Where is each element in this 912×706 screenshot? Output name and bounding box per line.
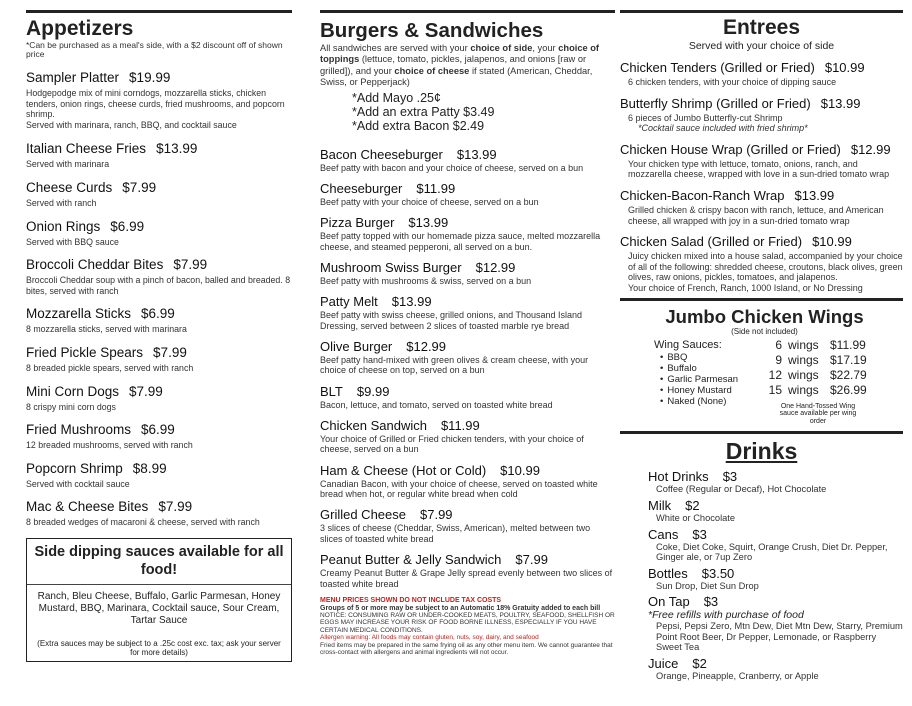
menu-item-price: $7.99 xyxy=(173,257,208,273)
drink-price: $2 xyxy=(685,497,700,513)
menu-item-name: Italian Cheese Fries xyxy=(26,141,147,157)
menu-item-price: $12.99 xyxy=(406,338,447,354)
menu-item-name: Cheese Curds xyxy=(26,179,113,195)
drink-name: Bottles xyxy=(648,565,688,581)
menu-item xyxy=(320,552,615,589)
menu-item-price: $7.99 xyxy=(420,507,453,523)
menu-item-name: Fried Pickle Spears xyxy=(26,344,144,360)
menu-item-desc: Beef patty with swiss cheese, grilled onions, and Thousand Island Dressing, served between 2 slices of toasted marble rye bread xyxy=(320,309,582,331)
bullet-icon: • xyxy=(660,385,664,397)
wings-section xyxy=(620,301,903,426)
allergen-warning: Allergen warning: All foods may contain gluten, nuts, soy, dairy, and seafood xyxy=(320,634,539,642)
wings-subtitle: (Side not included) xyxy=(731,326,798,336)
appetizer-list xyxy=(26,70,292,528)
wing-sauce-name: Honey Mustard xyxy=(667,385,732,397)
menu-item-desc: 8 crispy mini corn dogs xyxy=(26,401,116,412)
menu-item xyxy=(620,60,903,88)
drink-desc: Orange, Pineapple, Cranberry, or Apple xyxy=(656,671,819,682)
wing-sauce-name: BBQ xyxy=(667,351,688,363)
menu-item-price: $13.99 xyxy=(391,293,432,309)
drink-row xyxy=(648,527,903,542)
menu-item-row xyxy=(320,215,615,231)
intro-text: , your xyxy=(532,43,559,53)
menu-item-row xyxy=(320,552,615,568)
menu-item-price: $10.99 xyxy=(824,60,865,75)
menu-item-price: $11.99 xyxy=(440,417,480,433)
addon-item: *Add an extra Patty $3.49 xyxy=(352,104,495,119)
wing-count: 12 xyxy=(768,367,782,382)
menu-item-desc: 6 chicken tenders, with your choice of dipping sauce xyxy=(628,77,837,87)
menu-item-name: Chicken Tenders (Grilled or Fried) xyxy=(620,60,815,75)
intro-bold: choice of side xyxy=(470,43,533,53)
addon-item: *Add Mayo .25¢ xyxy=(352,90,441,105)
menu-item-name: Ham & Cheese (Hot or Cold) xyxy=(320,462,487,478)
menu-item-desc: 8 breaded pickle spears, served with ranch xyxy=(26,362,194,373)
wing-sauce-list xyxy=(654,352,766,408)
burger-list xyxy=(320,147,615,590)
wing-size-row xyxy=(766,353,867,368)
menu-item xyxy=(26,70,292,130)
menu-item-price: $10.99 xyxy=(812,234,852,250)
menu-item-desc: 8 breaded wedges of macaroni & cheese, served with ranch xyxy=(26,517,260,528)
menu-item-desc: 12 breaded mushrooms, served with ranch xyxy=(26,440,193,451)
gratuity-note: Groups of 5 or more may be subject to an Automatic 18% Gratuity added to each bill xyxy=(320,604,601,612)
menu-item xyxy=(26,461,292,490)
menu-item-price: $6.99 xyxy=(141,422,175,438)
wing-size-row xyxy=(766,338,867,353)
menu-item-name: Chicken Sandwich xyxy=(320,417,427,433)
dipping-sauces-box xyxy=(26,538,292,662)
bullet-icon: • xyxy=(660,396,664,408)
top-rule xyxy=(26,10,292,13)
menu-item xyxy=(320,215,615,252)
wing-unit: wings xyxy=(788,352,819,367)
drinks-section xyxy=(620,437,903,681)
menu-item xyxy=(26,422,292,451)
menu-item-desc: Hodgepodge mix of mini corndogs, mozzarella sticks, chicken tenders, onion rings, cheese curds, fried mushrooms, and popcorn shrimp. Served with marinara, ranch, BBQ, and cocktail sauce xyxy=(26,88,285,130)
menu-item-row xyxy=(320,260,615,276)
wing-sauce-item xyxy=(660,396,766,407)
wing-unit: wings xyxy=(788,367,819,382)
wing-sauce-name: Garlic Parmesan xyxy=(667,373,739,385)
drink-row xyxy=(648,594,903,609)
drink-name: Cans xyxy=(648,526,679,542)
drink-price: $3 xyxy=(703,594,719,610)
menu-item-name: Mozzarella Sticks xyxy=(26,306,132,322)
wing-sauces-label: Wing Sauces: xyxy=(654,338,722,351)
menu-item-price: $13.99 xyxy=(408,215,449,230)
burgers-title: Burgers & Sandwiches xyxy=(320,19,544,42)
menu-item-row xyxy=(620,96,903,112)
tax-note: MENU PRICES SHOWN DO NOT INCLUDE TAX COSTS xyxy=(320,597,502,605)
menu-item xyxy=(320,339,615,376)
menu-item-price: $13.99 xyxy=(794,187,835,203)
entrees-column xyxy=(620,0,903,685)
bullet-icon: • xyxy=(660,373,664,385)
menu-item-row xyxy=(26,384,292,400)
intro-text: All sandwiches are served with your xyxy=(320,43,471,53)
menu-item xyxy=(620,234,903,293)
wing-note: One Hand-Tossed Wing sauce available per wing order xyxy=(779,402,857,425)
drink-name: Milk xyxy=(648,497,672,513)
menu-item-name: Peanut Butter & Jelly Sandwich xyxy=(320,552,502,568)
menu-item-desc: Served with cocktail sauce xyxy=(26,478,130,489)
wing-sauce-item xyxy=(660,352,766,363)
menu-item xyxy=(26,499,292,528)
intro-text: (lettuce, tomato, pickles, jalapenos, and onions [raw or grilled]), and your xyxy=(320,54,587,76)
drink-row xyxy=(648,566,903,581)
entree-list xyxy=(620,60,903,294)
menu-item-price: $7.99 xyxy=(158,499,193,515)
menu-item-name: Cheeseburger xyxy=(320,180,403,196)
appetizers-note: *Can be purchased as a meal's side, with a $2 discount off of shown price xyxy=(26,40,283,59)
drink-list xyxy=(648,469,903,681)
wing-sauces xyxy=(654,338,766,426)
entrees-title: Entrees xyxy=(722,16,801,39)
drinks-title: Drinks xyxy=(725,438,798,465)
menu-item-row xyxy=(26,345,292,361)
drink-row xyxy=(648,498,903,513)
menu-item-row xyxy=(26,180,292,196)
menu-item-name: Onion Rings xyxy=(26,218,101,234)
burgers-column xyxy=(320,0,615,657)
entrees-subtitle: Served with your choice of side xyxy=(688,40,835,52)
menu-item-desc: Canadian Bacon, with your choice of cheese, served on toasted white bread when hot, or regular white bread when cold xyxy=(320,478,598,500)
menu-item-name: Sampler Platter xyxy=(26,70,120,85)
menu-item xyxy=(26,306,292,335)
menu-item-price: $7.99 xyxy=(122,179,157,195)
menu-item xyxy=(320,147,615,174)
menu-item-row xyxy=(320,181,615,197)
menu-item xyxy=(26,345,292,374)
wing-price: $11.99 xyxy=(830,337,866,352)
dipping-sauces-title: Side dipping sauces available for all food! xyxy=(34,543,284,578)
menu-item-name: Bacon Cheeseburger xyxy=(320,146,443,162)
drink-desc: Coffee (Regular or Decaf), Hot Chocolate xyxy=(656,484,827,495)
menu-item xyxy=(26,219,292,248)
drink-name: Hot Drinks xyxy=(648,469,709,485)
drink-item xyxy=(648,566,903,592)
menu-item-desc: Broccoli Cheddar soup with a pinch of bacon, balled and breaded. 8 bites, served with ranch xyxy=(26,275,291,296)
drink-item xyxy=(648,656,903,682)
wing-unit: wings xyxy=(788,382,819,397)
intro-text: if stated (American, Cheddar, Swiss, or Pepperjack) xyxy=(320,65,593,88)
wing-sauce-name: Buffalo xyxy=(667,362,697,374)
drink-row xyxy=(648,469,903,484)
intro-bold: choice of toppings xyxy=(320,43,600,65)
fried-note: Fried items may be prepared in the same frying oil as any other menu item. We cannot guarantee that cross-contact with allergens and animal ingredients will not occur. xyxy=(320,641,613,657)
menu-item xyxy=(320,507,615,544)
drink-item xyxy=(648,469,903,495)
menu-item xyxy=(320,181,615,208)
dipping-sauces-list: Ranch, Bleu Cheese, Buffalo, Garlic Parmesan, Honey Mustard, BBQ, Marinara, Cocktail sauce, Sour Cream, Tartar Sauce xyxy=(37,590,281,626)
menu-item-price: $6.99 xyxy=(141,306,175,322)
menu-item-row xyxy=(320,384,615,400)
wing-price: $26.99 xyxy=(830,382,867,397)
menu-item-row xyxy=(26,422,292,438)
wing-price: $17.19 xyxy=(830,352,867,367)
burgers-intro xyxy=(320,43,615,89)
appetizers-column xyxy=(26,0,292,662)
menu-item-name: Mini Corn Dogs xyxy=(26,383,120,399)
menu-item-row xyxy=(26,70,292,86)
menu-item-price: $11.99 xyxy=(416,180,456,196)
menu-item-row xyxy=(620,234,903,250)
bullet-icon: • xyxy=(660,351,664,363)
top-rule xyxy=(320,10,615,13)
menu-item-name: Olive Burger xyxy=(320,338,393,354)
wing-count: 6 xyxy=(775,337,782,352)
menu-item-desc: Bacon, lettuce, and tomato, served on toasted white bread xyxy=(320,399,553,410)
menu-item-price: $7.99 xyxy=(153,344,187,360)
drink-price: $2 xyxy=(692,656,707,672)
menu-item-desc: Beef patty with bacon and your choice of cheese, served on a bun xyxy=(320,162,584,173)
drink-name: Juice xyxy=(648,656,679,672)
menu-item-desc: Beef patty with your choice of cheese, served on a bun xyxy=(320,196,539,207)
wing-size-row xyxy=(766,368,867,383)
menu-item xyxy=(320,260,615,287)
menu-item xyxy=(26,141,292,170)
menu-item-name: Chicken Salad (Grilled or Fried) xyxy=(620,234,803,250)
menu-item-name: BLT xyxy=(320,383,343,399)
drink-price: $3 xyxy=(692,526,707,542)
menu-item-price: $13.99 xyxy=(156,141,198,157)
drink-item xyxy=(648,594,903,653)
wing-sauce-item xyxy=(660,385,766,396)
divider xyxy=(27,584,291,585)
bullet-icon: • xyxy=(660,362,664,374)
wing-count: 9 xyxy=(775,352,782,367)
drink-row xyxy=(648,656,903,671)
drink-desc: Sun Drop, Diet Sun Drop xyxy=(656,580,759,591)
menu-item-price: $7.99 xyxy=(129,383,163,399)
drink-name: On Tap xyxy=(648,594,690,610)
menu-item-price: $9.99 xyxy=(356,383,390,399)
top-rule xyxy=(620,10,903,13)
menu-item-row xyxy=(620,142,903,158)
drink-desc: White or Chocolate xyxy=(656,512,736,523)
menu-item-desc: Beef patty hand-mixed with green olives & cream cheese, with your choice of cheese on top, served on a bun xyxy=(320,354,589,376)
menu-item-desc: Juicy chicken mixed into a house salad, accompanied by your choice of all of the following: shredded cheese, croutons, black olives, green olives, raw onions, pickles, tomatoes, and jalapenos. Your choice of French, Ranch, 1000 Island, or No Dressing xyxy=(628,251,903,293)
menu-item-desc: Served with marinara xyxy=(26,159,110,170)
drink-desc: Coke, Diet Coke, Squirt, Orange Crush, Diet Dr. Pepper, Ginger ale, or 7up Zero xyxy=(656,541,888,563)
wing-size-row xyxy=(766,383,867,398)
menu-item xyxy=(26,384,292,413)
menu-item-desc: Your chicken type with lettuce, tomato, onions, ranch, and mozzarella cheese, wrapped with love in a sun-dried tomato wrap xyxy=(628,158,890,180)
wing-sauce-item xyxy=(660,363,766,374)
menu-item-name: Mushroom Swiss Burger xyxy=(320,259,462,275)
menu-item-row xyxy=(620,60,903,76)
menu-item-name: Chicken House Wrap (Grilled or Fried) xyxy=(620,141,841,157)
addon-list xyxy=(320,91,615,133)
addon-item: *Add extra Bacon $2.49 xyxy=(352,118,485,133)
consumption-notice: NOTICE: CONSUMING RAW OR UNDER-COOKED MEATS, POULTRY, SEAFOOD, SHELLFISH OR EGGS MAY INCREASE YOUR RISK OF FOOD BORNE ILLNESS, ESPECIALLY IF YOU HAVE CERTAIN MEDICAL CONDITIONS. xyxy=(320,612,615,634)
menu-item-price: $13.99 xyxy=(820,95,861,111)
menu-item-price: $19.99 xyxy=(129,70,171,85)
menu-item-price: $8.99 xyxy=(132,460,167,476)
menu-item xyxy=(320,463,615,500)
menu-item xyxy=(620,188,903,226)
wing-sizes xyxy=(766,338,867,426)
wings-title: Jumbo Chicken Wings xyxy=(665,305,864,327)
menu-item-desc: Grilled chicken & crispy bacon with ranch, lettuce, and American cheese, all wrapped with joy in a sun-dried tomato wrap xyxy=(628,204,884,226)
menu-item-name: Grilled Cheese xyxy=(320,507,406,523)
dipping-sauces-note: (Extra sauces may be subject to a .25c cost exc. tax; ask your server for more details) xyxy=(37,638,281,657)
menu-item-desc: 8 mozzarella sticks, served with marinara xyxy=(26,324,187,335)
menu-item-name: Fried Mushrooms xyxy=(26,422,132,438)
menu-item-price: $7.99 xyxy=(515,552,548,568)
wing-size-list xyxy=(766,338,867,398)
menu-item-price: $12.99 xyxy=(475,259,516,275)
menu-item-row xyxy=(320,294,615,310)
wing-sauce-name: Naked (None) xyxy=(667,396,727,408)
menu-item-name: Mac & Cheese Bites xyxy=(26,499,149,515)
menu-item-desc: Your choice of Grilled or Fried chicken tenders, with your choice of cheese, served on a bun xyxy=(320,433,584,455)
menu-item xyxy=(620,142,903,180)
wings-body xyxy=(654,338,899,426)
menu-item xyxy=(320,384,615,411)
menu-item-price: $13.99 xyxy=(456,146,497,162)
fine-print xyxy=(320,597,615,656)
menu-item-row xyxy=(320,463,615,479)
intro-bold: choice of cheese xyxy=(394,65,470,76)
menu-item-row xyxy=(320,507,615,523)
menu-item-name: Butterfly Shrimp (Grilled or Fried) xyxy=(620,95,811,111)
menu-item-row xyxy=(26,219,292,235)
drink-note: *Free refills with purchase of food xyxy=(648,609,804,622)
appetizers-title: Appetizers xyxy=(26,17,134,40)
menu-item-row xyxy=(26,141,292,157)
menu-item xyxy=(320,294,615,331)
menu-item-price: $10.99 xyxy=(500,462,540,478)
drink-item xyxy=(648,527,903,563)
menu-item-row xyxy=(26,499,292,515)
menu-item-row xyxy=(26,257,292,273)
wing-price: $22.79 xyxy=(830,367,867,382)
menu-item-price: $6.99 xyxy=(110,218,145,234)
drink-price: $3.50 xyxy=(701,565,735,581)
menu-item-name: Patty Melt xyxy=(320,293,378,309)
drink-price: $3 xyxy=(722,469,738,485)
menu-item-price: $12.99 xyxy=(850,141,891,157)
menu-item xyxy=(320,418,615,455)
wing-count: 15 xyxy=(768,382,782,397)
menu-item-name: Pizza Burger xyxy=(320,215,395,230)
menu-item xyxy=(620,96,903,134)
menu-item-row xyxy=(320,147,615,163)
menu-item-row xyxy=(26,306,292,322)
menu-item xyxy=(26,257,292,296)
drink-desc: Pepsi, Pepsi Zero, Mtn Dew, Diet Mtn Dew, Starry, Premium Point Root Beer, Dr Pepper, Lemonade, or Raspberry Sweet Tea xyxy=(656,621,903,653)
menu-item-desc: Creamy Peanut Butter & Grape Jelly spread evenly between two slices of toasted white bread xyxy=(320,568,613,589)
menu-item-desc: 6 pieces of Jumbo Butterfly-cut Shrimp xyxy=(628,112,783,123)
menu-item-desc: Beef patty with mushrooms & swiss, served on a bun xyxy=(320,275,532,286)
wing-sauce-item xyxy=(660,374,766,385)
menu-item xyxy=(26,180,292,209)
drink-item xyxy=(648,498,903,524)
menu-item-desc: 3 slices of cheese (Cheddar, Swiss, American), melted between two slices of toasted white bread xyxy=(320,523,591,544)
menu-item-desc: Served with BBQ sauce xyxy=(26,236,119,247)
section-divider xyxy=(620,431,903,434)
menu-item-row xyxy=(620,188,903,204)
menu-item-name: Popcorn Shrimp xyxy=(26,460,123,476)
menu-item-note: *Cocktail sauce included with fried shrimp* xyxy=(638,123,808,134)
wing-unit: wings xyxy=(788,337,819,352)
menu-item-row xyxy=(26,461,292,477)
menu-item-name: Chicken-Bacon-Ranch Wrap xyxy=(620,187,785,203)
menu-item-desc: Beef patty topped with our homemade pizza sauce, melted mozzarella cheese, and steamed pepperoni, all served on a bun. xyxy=(320,231,601,252)
menu-item-desc: Served with ranch xyxy=(26,197,97,208)
menu-item-row xyxy=(320,339,615,355)
menu-item-name: Broccoli Cheddar Bites xyxy=(26,257,164,273)
menu-item-row xyxy=(320,418,615,434)
